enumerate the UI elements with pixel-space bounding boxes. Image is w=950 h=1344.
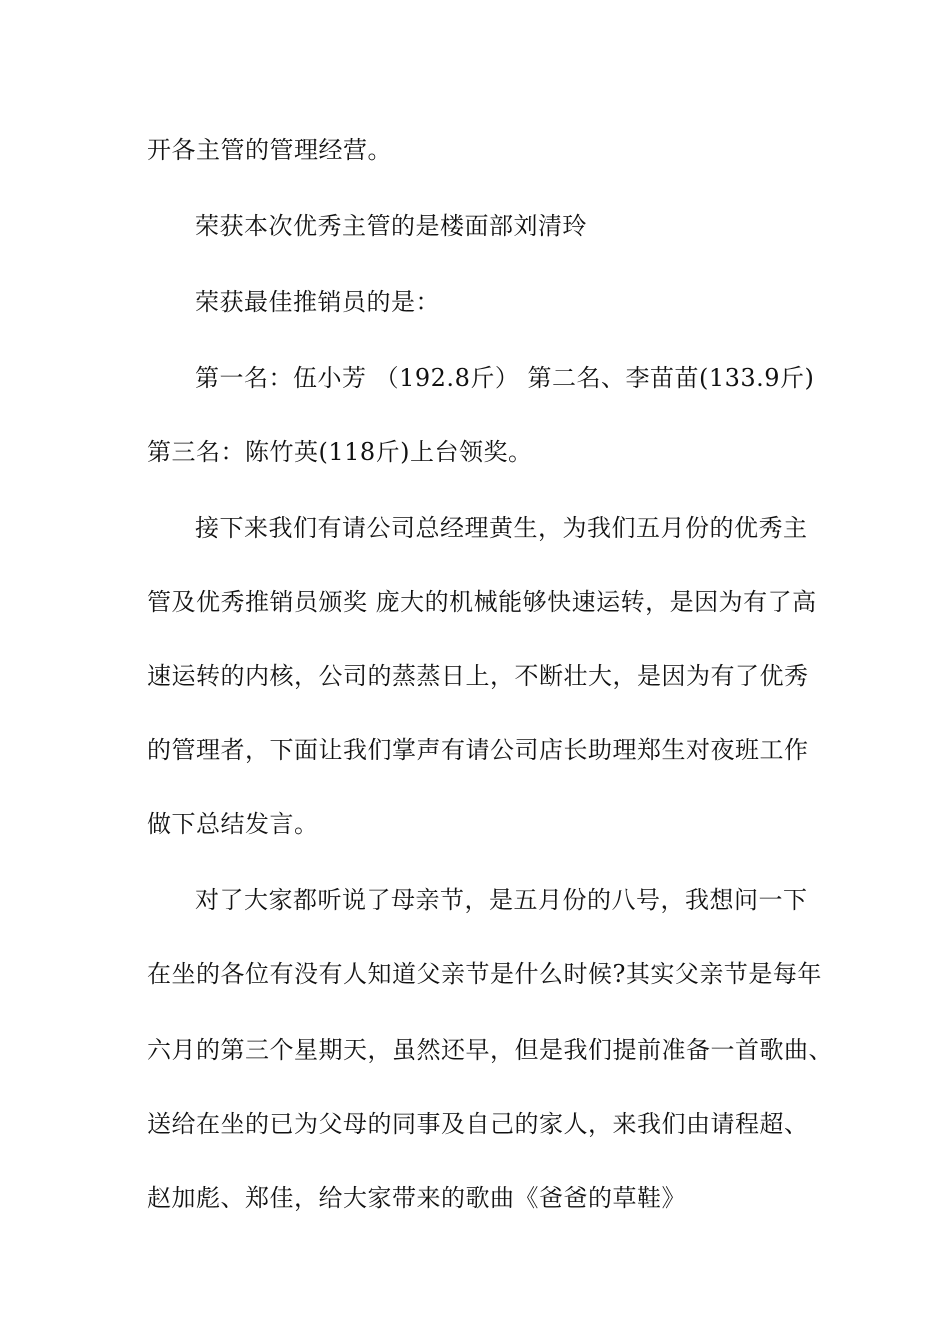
text-line-5: 第三名：陈竹英(118斤)上台领奖。 bbox=[147, 438, 533, 466]
text-line-6: 接下来我们有请公司总经理黄生，为我们五月份的优秀主 bbox=[195, 514, 808, 542]
text-line-7: 管及优秀推销员颁奖 庞大的机械能够快速运转，是因为有了高 bbox=[147, 588, 817, 616]
text-line-14: 送给在坐的已为父母的同事及自己的家人，来我们由请程超、 bbox=[147, 1110, 809, 1138]
text-line-3: 荣获最佳推销员的是： bbox=[195, 288, 440, 316]
text-line-4: 第一名：伍小芳 （192.8斤） 第二名、李苗苗(133.9斤) bbox=[195, 364, 815, 392]
text-line-1: 开各主管的管理经营。 bbox=[147, 136, 392, 164]
text-line-12: 在坐的各位有没有人知道父亲节是什么时候?其实父亲节是每年 bbox=[147, 960, 822, 988]
text-line-15: 赵加彪、郑佳，给大家带来的歌曲《爸爸的草鞋》 bbox=[147, 1184, 686, 1212]
text-line-9: 的管理者，下面让我们掌声有请公司店长助理郑生对夜班工作 bbox=[147, 736, 809, 764]
text-line-2: 荣获本次优秀主管的是楼面部刘清玲 bbox=[195, 212, 587, 240]
text-line-10: 做下总结发言。 bbox=[147, 810, 319, 838]
text-line-13: 六月的第三个星期天，虽然还早，但是我们提前准备一首歌曲、 bbox=[147, 1036, 833, 1064]
text-line-11: 对了大家都听说了母亲节，是五月份的八号，我想问一下 bbox=[195, 886, 808, 914]
text-line-8: 速运转的内核，公司的蒸蒸日上，不断壮大，是因为有了优秀 bbox=[147, 662, 809, 690]
